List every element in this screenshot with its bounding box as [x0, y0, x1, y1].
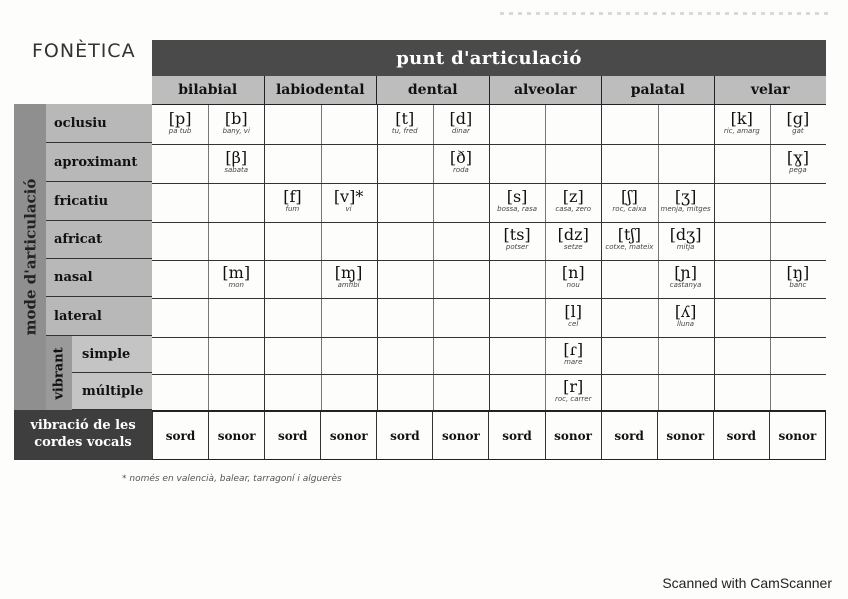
phoneme-example: roc, carrer — [554, 394, 592, 403]
voicing-cell: sord — [601, 412, 657, 459]
voicing-cell: sonor — [432, 412, 488, 459]
phoneme-example: nou — [566, 281, 580, 289]
phoneme-example: mare — [564, 357, 583, 366]
phoneme-symbol: [ts] — [503, 225, 531, 244]
voicing-cell: sonor — [545, 412, 601, 459]
phoneme-symbol: [l] — [564, 301, 583, 321]
place-dental: dental — [377, 76, 490, 104]
phoneme-cell — [489, 186, 545, 213]
phoneme-example: bany, vi — [222, 126, 250, 135]
voicing-cell: sord — [152, 412, 208, 459]
phoneme-cell — [152, 108, 208, 135]
places-row — [152, 76, 826, 104]
phoneme-example: cotxe, mateix — [605, 243, 654, 251]
table-header: punt d'articulació — [152, 40, 826, 76]
consonant-grid — [152, 104, 826, 411]
phoneme-example: vi — [345, 204, 352, 213]
phoneme-symbol: [r] — [563, 376, 584, 396]
grid-vline — [601, 105, 602, 411]
place-alveolar: alveolar — [490, 76, 603, 104]
phoneme-example: pega — [789, 165, 807, 174]
phoneme-example: roda — [452, 165, 469, 174]
voicing-label-line2: cordes vocals — [34, 435, 132, 450]
phoneme-example: gat — [792, 126, 804, 135]
grid-vline — [377, 105, 378, 411]
phoneme-example: mitja — [676, 243, 695, 251]
phoneme-symbol: [b] — [224, 108, 248, 128]
place-bilabial: bilabial — [152, 76, 265, 104]
phoneme-cell — [770, 108, 826, 135]
mode-africat: africat — [46, 221, 152, 259]
phoneme-example: fum — [285, 204, 300, 213]
phoneme-cell — [545, 227, 601, 251]
phoneme-symbol: [k] — [730, 108, 753, 128]
place-palatal: palatal — [602, 76, 715, 104]
mode-lateral: lateral — [46, 297, 152, 336]
phoneme-cell — [433, 147, 489, 174]
mode-fricatiu: fricatiu — [46, 182, 152, 221]
mode-nasal: nasal — [46, 259, 152, 297]
phoneme-symbol: [n] — [561, 263, 585, 282]
phoneme-cell — [770, 265, 826, 289]
phoneme-cell — [208, 108, 264, 135]
phoneme-symbol: [ʃ] — [620, 186, 638, 206]
place-velar: velar — [715, 76, 827, 104]
phoneme-cell — [658, 186, 714, 213]
phoneme-cell — [658, 265, 714, 289]
phoneme-symbol: [f] — [283, 186, 302, 206]
phoneme-cell — [208, 265, 264, 289]
grid-vline — [714, 105, 715, 411]
phoneme-symbol: [ɣ] — [786, 147, 809, 167]
phoneme-cell — [545, 265, 601, 289]
voicing-cell: sord — [264, 412, 320, 459]
voicing-cell: sonor — [320, 412, 376, 459]
mode-side-label: mode d'articulació — [21, 178, 40, 336]
phoneme-example: amfibi — [337, 281, 360, 289]
phoneme-example: casa, zero — [555, 204, 592, 213]
phoneme-symbol: [ʒ] — [674, 186, 697, 206]
grid-vline — [321, 105, 322, 411]
voicing-row — [152, 410, 826, 460]
grid-hline — [152, 183, 826, 184]
phoneme-cell — [714, 108, 770, 135]
vibrant-side — [46, 336, 72, 410]
phoneme-cell — [377, 108, 433, 135]
phoneme-cell — [545, 339, 601, 366]
phoneme-symbol: [t] — [395, 108, 415, 128]
grid-hline — [152, 260, 826, 261]
vibrant-label: vibrant — [51, 346, 67, 400]
phoneme-symbol: [d] — [449, 108, 473, 128]
grid-vline — [264, 105, 265, 411]
phoneme-example: cel — [568, 319, 579, 328]
phoneme-cell — [321, 265, 377, 289]
phoneme-example: banc — [789, 281, 807, 289]
phoneme-cell — [545, 186, 601, 213]
grid-hline — [152, 144, 826, 145]
phoneme-symbol: [s] — [506, 186, 528, 206]
phoneme-cell — [658, 301, 714, 328]
grid-vline — [489, 105, 490, 411]
phoneme-example: sabata — [224, 165, 249, 174]
handwritten-title: FONÈTICA — [32, 40, 136, 62]
phoneme-cell — [658, 227, 714, 251]
phoneme-symbol: [tʃ] — [617, 225, 642, 244]
sub-simple: simple — [72, 336, 152, 373]
phoneme-example: setze — [563, 243, 583, 251]
phoneme-cell — [601, 186, 657, 213]
grid-hline — [152, 337, 826, 338]
voicing-cell: sord — [376, 412, 432, 459]
camscanner-watermark: Scanned with CamScanner — [662, 575, 832, 591]
phoneme-example: potser — [505, 243, 529, 251]
scan-artifact-strip — [500, 12, 830, 15]
grid-vline — [658, 105, 659, 411]
grid-hline — [152, 222, 826, 223]
phoneme-cell — [208, 147, 264, 174]
sub-multiple: múltiple — [72, 373, 152, 410]
phoneme-symbol: [z] — [562, 186, 584, 206]
voicing-label-line1: vibració de les — [30, 418, 136, 434]
phoneme-symbol: [ð] — [449, 147, 472, 167]
phoneme-example: lluna — [677, 319, 695, 328]
voicing-cell: sord — [488, 412, 544, 459]
phoneme-cell — [489, 227, 545, 251]
phoneme-example: mon — [228, 281, 244, 289]
phoneme-cell — [264, 186, 320, 213]
phoneme-symbol: [ɱ] — [334, 263, 363, 282]
phoneme-example: bossa, rasa — [497, 204, 538, 213]
phoneme-symbol: [dʒ] — [669, 225, 702, 244]
voicing-label — [14, 410, 152, 460]
voicing-cell: sonor — [769, 412, 825, 459]
phoneme-example: dinar — [451, 126, 470, 135]
phoneme-cell — [601, 227, 657, 251]
place-labiodental: labiodental — [265, 76, 378, 104]
phoneme-cell — [321, 186, 377, 213]
phoneme-example: menja, mitges — [660, 204, 711, 213]
phoneme-symbol: [ɾ] — [563, 339, 584, 359]
phoneme-symbol: [dz] — [557, 225, 589, 244]
phoneme-symbol: [p] — [168, 108, 192, 128]
voicing-cell: sord — [713, 412, 769, 459]
mode-side-bar — [14, 104, 46, 410]
phoneme-cell — [545, 376, 601, 403]
phoneme-example: castanya — [669, 281, 702, 289]
grid-hline — [152, 298, 826, 299]
footnote: * només en valencià, balear, tarragoní i alguerès — [122, 474, 342, 484]
phoneme-symbol: [β] — [225, 147, 248, 167]
voicing-cell: sonor — [208, 412, 264, 459]
voicing-cell: sonor — [657, 412, 713, 459]
mode-oclusiu: oclusiu — [46, 104, 152, 143]
phoneme-example: roc, caixa — [612, 204, 647, 213]
phoneme-symbol: [v]* — [333, 186, 364, 206]
mode-aproximant: aproximant — [46, 143, 152, 182]
phoneme-cell — [770, 147, 826, 174]
phoneme-symbol: [ʎ] — [674, 301, 697, 321]
grid-hline — [152, 374, 826, 375]
phoneme-symbol: [ɲ] — [674, 263, 697, 282]
phoneme-cell — [433, 108, 489, 135]
phoneme-example: ric, amarg — [723, 126, 760, 135]
phoneme-symbol: [m] — [222, 263, 251, 282]
phoneme-symbol: [ŋ] — [786, 263, 810, 282]
phoneme-symbol: [g] — [786, 108, 810, 128]
phoneme-example: pa tub — [168, 126, 192, 135]
phoneme-example: tu, fred — [391, 126, 418, 135]
phoneme-cell — [545, 301, 601, 328]
